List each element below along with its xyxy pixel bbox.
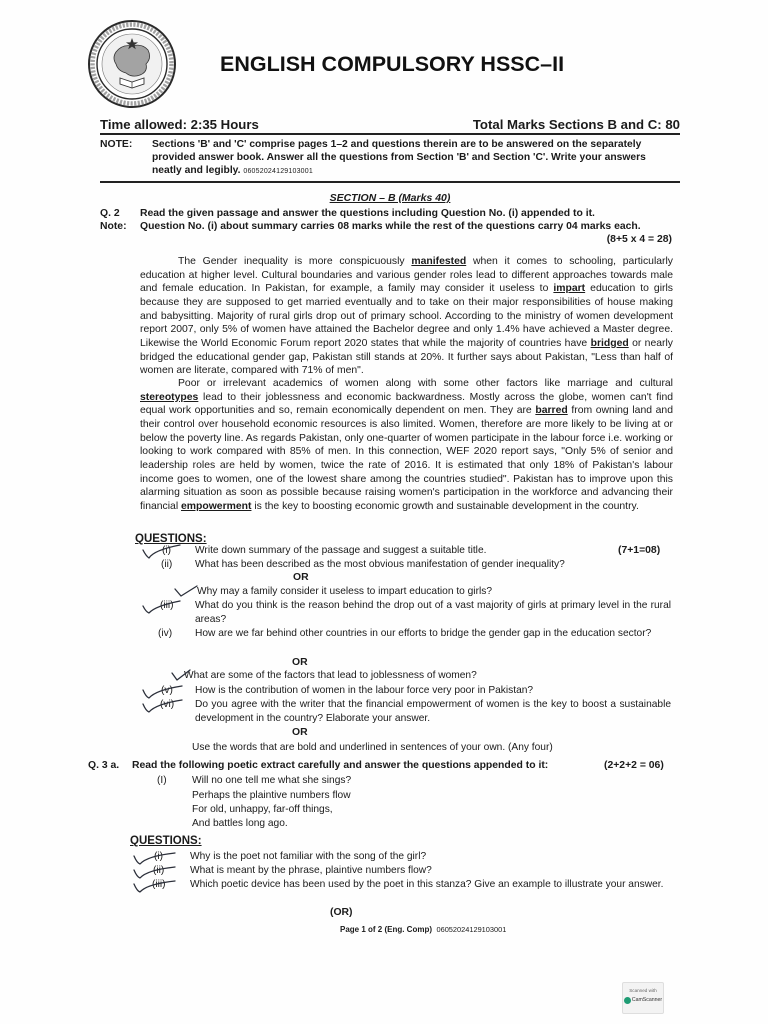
note-body: Sections 'B' and 'C' comprise pages 1–2 and questions therein are to be answered on the separately provided answer book. Answer all the questions from Section 'B' and Section 'C'. Write your answers neatly and legibly. [152, 139, 646, 176]
passage-text: from owning land and their control over household economic resources is also limited. Women, therefore are more likely to be living at or below the poverty line. As regards Pakistan, only one-quarter of women participate in the labour force i.e. working or looking to work compared with 85% of men. In this connection, WEF 2020 report says, "Only 5% of senior and leadership roles are held by women, twice the rate of 2016. It is estimated that only 18% of Pakistan's labour income goes to women, one of the lowest share among the countries studied". Pakistan has to improve upon this alarming situation as soon as possible because raising women's participation in the workforce and advancing their financial [140, 405, 673, 512]
question-number: Q. 2 [100, 208, 120, 219]
question-label: (ii) [153, 865, 165, 876]
question-number: Q. 3 a. [88, 760, 120, 771]
passage-text: when it comes to schooling, particularly education at higher level. Cultural boundaries and various gender roles lead to different approaches towards male and female education. In Pakistan, for example, a family may consider it useless to [140, 256, 673, 295]
question-label: (v) [161, 685, 173, 696]
poem-line: Perhaps the plaintive numbers flow [192, 790, 351, 801]
question-text: Why may a family consider it useless to impart education to girls? [197, 586, 492, 597]
question-marks: (8+5 x 4 = 28) [606, 234, 672, 245]
passage-text: or nearly bridged the educational gender gap, Pakistan still stands at 20%. It further says about Pakistan, "Less than half of women are literate, compared with 71% of men". [140, 337, 673, 377]
question-label: (iii) [160, 600, 174, 611]
question-instruction: Read the following poetic extract carefully and answer the questions appended to it: [132, 760, 549, 771]
passage-text: Poor or irrelevant academics of women along with some other factors like marriage and cultural [178, 378, 673, 389]
question-text: Use the words that are bold and underlined in sentences of your own. (Any four) [192, 742, 553, 753]
or-separator: OR [292, 727, 308, 738]
poem-label: (I) [157, 775, 167, 786]
question-text: How are we far behind other countries in our efforts to bridge the gender gap in the education sector? [195, 628, 652, 639]
scan-watermark [622, 982, 664, 1014]
question-label: (i) [154, 851, 164, 862]
question-text: Write down summary of the passage and suggest a suitable title. [195, 545, 487, 556]
watermark-brand-row [623, 997, 663, 1004]
questions-heading: QUESTIONS: [130, 835, 202, 847]
watermark-brand: CamScanner [631, 997, 663, 1003]
divider [100, 133, 680, 135]
check-mark-icon [140, 697, 184, 715]
bold-underlined-word: stereotypes [140, 391, 199, 403]
question-text: How is the contribution of women in the labour force very poor in Pakistan? [195, 685, 534, 696]
or-separator: (OR) [330, 907, 353, 918]
check-mark-icon [140, 541, 182, 561]
paper-code: 06052024129103001 [436, 925, 507, 934]
passage-paragraph [140, 255, 673, 378]
paper-code: 06052024129103001 [243, 168, 313, 175]
watermark-text: Scanned with [629, 988, 657, 993]
note-label: NOTE: [100, 139, 133, 150]
page-number: Page 1 of 2 (Eng. Comp) [340, 925, 433, 934]
question-marks: (2+2+2 = 06) [604, 760, 664, 771]
note-label: Note: [100, 221, 127, 232]
passage-text: lead to their joblessness and economic backwardness. Mostly across the globe, women can't find equal work opportunities and so, remain economically dependent on men. They are [140, 391, 673, 417]
bold-underlined-word: empowerment [181, 500, 252, 512]
question-text: What are some of the factors that lead to joblessness of women? [184, 670, 477, 681]
question-label: (iii) [152, 879, 166, 890]
page-footer [340, 924, 506, 935]
check-mark-icon [170, 668, 192, 682]
check-mark-icon [173, 584, 199, 598]
section-heading: SECTION – B (Marks 40) [329, 192, 451, 204]
camscanner-logo-icon [624, 997, 631, 1004]
check-mark-icon [131, 877, 177, 895]
question-text: Which poetic device has been used by the poet in this stanza? Give an example to illustrate your answer. [190, 879, 664, 890]
question-marks: (7+1=08) [618, 545, 661, 556]
bold-underlined-word: bridged [590, 337, 629, 349]
board-seal-icon [86, 18, 178, 110]
question-label: (ii) [161, 559, 173, 570]
question-label: (i) [162, 545, 172, 556]
question-text: Do you agree with the writer that the financial empowerment of women is the key to boost a sustainable development in the country? Elaborate your answer. [195, 699, 671, 724]
passage-text: education to girls because they are supposed to get married eventually and to take on their major responsibilities of house making and babysitting. Majority of rural girls drop out of primary school. According to the ministry of women development report 2007, only 5% of women have attained the Bachelor degree and only 1.4% have achieved a Master degree. Likewise the World Economic Forum report 2020 states that while the majority of countries have [140, 283, 673, 349]
passage-text: The Gender inequality is more conspicuously [178, 256, 412, 267]
question-text: What is meant by the phrase, plaintive numbers flow? [190, 865, 432, 876]
passage-text: is the key to boosting economic growth and sustainable development in the country. [251, 500, 639, 512]
poem-line: For old, unhappy, far-off things, [192, 804, 333, 815]
divider [100, 181, 680, 183]
page-title: ENGLISH COMPULSORY HSSC–II [220, 52, 565, 76]
poem-line: And battles long ago. [192, 818, 288, 829]
total-marks: Total Marks Sections B and C: 80 [472, 117, 680, 132]
time-allowed: Time allowed: 2:35 Hours [100, 117, 259, 132]
question-label: (vi) [160, 699, 175, 710]
question-instruction: Read the given passage and answer the questions including Question No. (i) appended to it. [140, 208, 595, 219]
bold-underlined-word: barred [535, 405, 568, 417]
check-mark-icon [140, 598, 182, 616]
or-separator: OR [292, 657, 308, 668]
question-label: (iv) [158, 628, 173, 639]
note-text [152, 138, 674, 178]
poem-line: Will no one tell me what she sings? [192, 775, 352, 786]
question-text: Why is the poet not familiar with the song of the girl? [190, 851, 427, 862]
question-text: What do you think is the reason behind the drop out of a vast majority of girls at primary level in the rural areas? [195, 600, 671, 625]
passage-paragraph [140, 377, 673, 514]
bold-underlined-word: manifested [411, 256, 467, 267]
question-note: Question No. (i) about summary carries 08 marks while the rest of the questions carry 04 marks each. [140, 221, 641, 232]
exam-info-row [100, 117, 680, 133]
question-text: What has been described as the most obvious manifestation of gender inequality? [195, 559, 565, 570]
questions-heading: QUESTIONS: [135, 533, 207, 545]
bold-underlined-word: impart [553, 283, 586, 295]
or-separator: OR [293, 572, 309, 583]
